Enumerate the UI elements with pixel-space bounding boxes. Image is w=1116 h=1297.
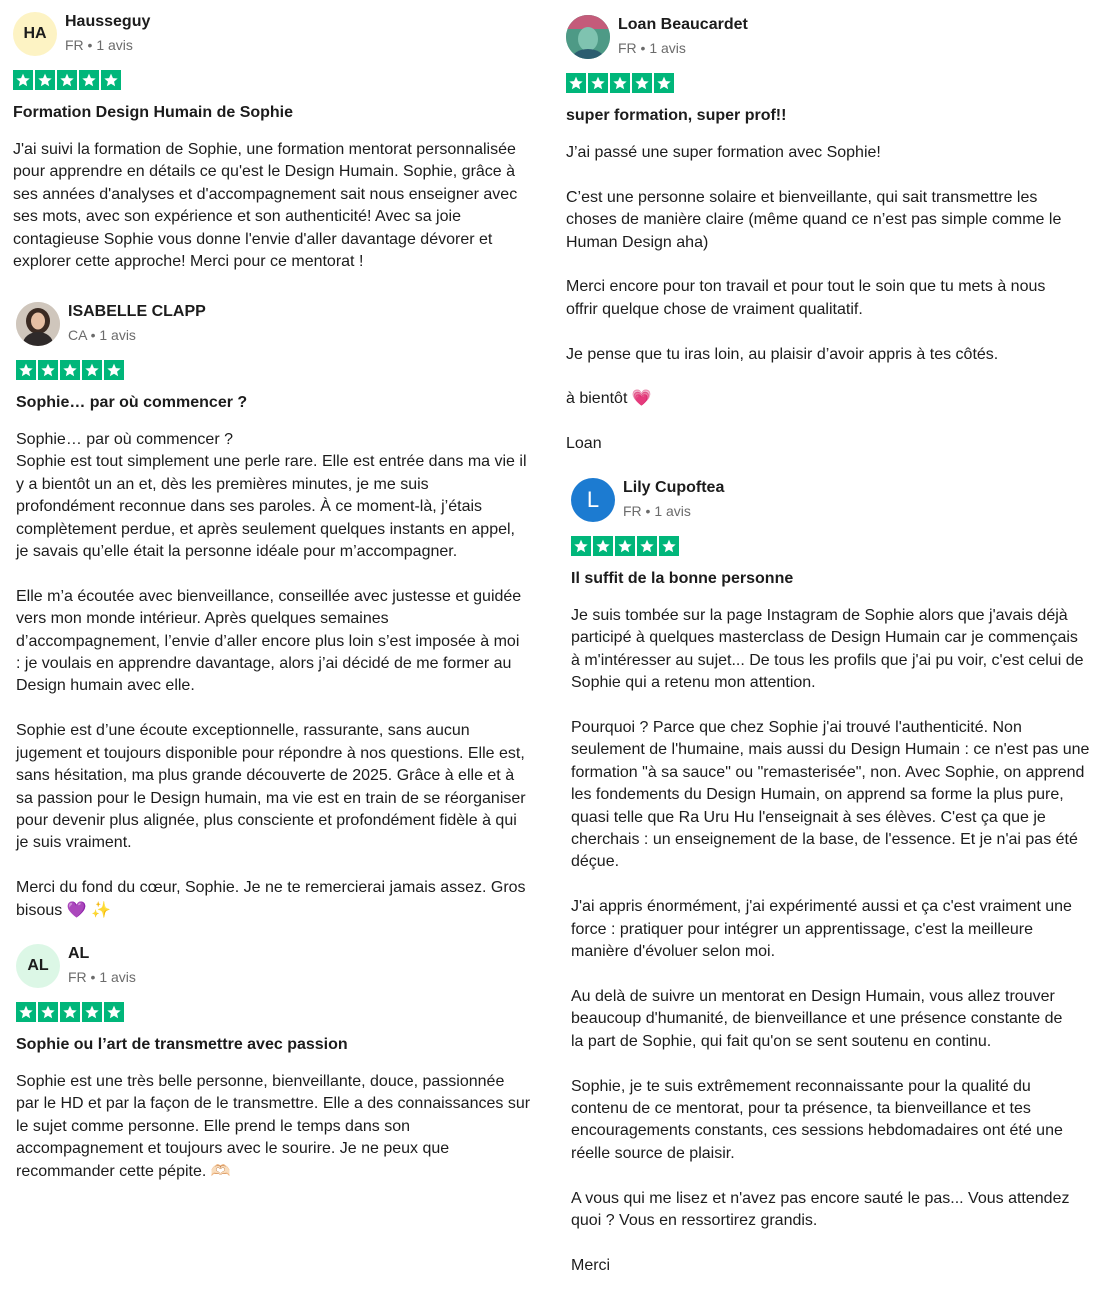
star-icon xyxy=(632,73,652,93)
star-icon xyxy=(571,536,591,556)
star-icon xyxy=(38,360,58,380)
avatar[interactable]: HA xyxy=(13,12,57,56)
star-icon xyxy=(16,1002,36,1022)
review-body: Je suis tombée sur la page Instagram de Sophie alors que j'avais déjà participé à quelques masterclass de Design Humain car je commençais à m'intéresser au sujet... De tous les profils que j'ai pu voir, c'est celui de Sophie qui a retenu mon attention. Pourquoi ? Parce que chez Sophie j'ai trouvé l'authenticité. Non seulement de l'humaine, mais aussi du Design Humain : ce n'est pas une formation "à sa sauce" ou "remasterisée", non. Avec Sophie, on apprend les fondements du Design Humain, on apprend sa forme la plus pure, quasi telle que Ra Uru Hu l'enseignait à ses élèves. C'est ça que je cherchais : un enseignement de la base, de l'essence. Et je n'ai pas été déçue. J'ai appris énormément, j'ai expérimenté aussi et ça c'est vraiment une force : pratiquer pour intégrer un apprentissage, c'est la meilleure manière d'évoluer selon moi. Au delà de suivre un mentorat en Design Humain, vous allez trouver beaucoup d'humanité, de bienveillance et une présence constante de la part de Sophie, qui fait qu'on se sent soutenu en continu. Sophie, je te suis extrêmement reconnaissante pour la qualité du contenu de ce mentorat, pour ta présence, ta bienveillance et tes encouragements constants, ces sessions hebdomadaires ont été une réelle source de plaisir. A vous qui me lisez et n'avez pas encore sauté le pas... Vous attendez quoi ? Vous en ressortirez grandis. Merci xyxy=(571,607,1090,1274)
reviewer-name[interactable]: AL xyxy=(68,945,90,962)
review-header xyxy=(16,944,551,996)
reviewer-meta: FR • 1 avis xyxy=(618,40,686,56)
star-icon xyxy=(60,360,80,380)
star-icon xyxy=(79,70,99,90)
star-icon xyxy=(101,70,121,90)
review-header xyxy=(16,302,551,354)
star-icon xyxy=(16,360,36,380)
star-icon xyxy=(82,1002,102,1022)
star-icon xyxy=(588,73,608,93)
user-photo xyxy=(566,15,610,59)
review-title[interactable]: Formation Design Humain de Sophie xyxy=(13,104,294,121)
review-title[interactable]: Sophie… par où commencer ? xyxy=(16,394,248,411)
star-icon xyxy=(610,73,630,93)
star-icon xyxy=(104,1002,124,1022)
review-card-al xyxy=(16,944,551,1183)
star-icon xyxy=(13,70,33,90)
star-icon xyxy=(38,1002,58,1022)
star-rating xyxy=(16,1002,551,1022)
review-title[interactable]: super formation, super prof!! xyxy=(566,107,787,124)
star-icon xyxy=(593,536,613,556)
reviewer-meta: FR • 1 avis xyxy=(623,503,691,519)
review-body: J’ai passé une super formation avec Sophie! C’est une personne solaire et bienveillante, qui sait transmettre les choses de manière claire (même quand ce n’est pas simple comme le Human Design aha) Merci encore pour ton travail et pour tout le soin que tu mets à nous offrir quelque chose de vraiment qualitatif. Je pense que tu iras loin, au plaisir d’avoir appris à tes côtés. à bientôt 💗 Loan xyxy=(566,144,1062,453)
star-icon xyxy=(615,536,635,556)
review-header xyxy=(566,15,1101,67)
star-rating xyxy=(571,536,1106,556)
star-icon xyxy=(659,536,679,556)
user-photo xyxy=(16,302,60,346)
reviewer-name[interactable]: ISABELLE CLAPP xyxy=(68,303,206,320)
reviewer-meta: FR • 1 avis xyxy=(68,969,136,985)
star-icon xyxy=(60,1002,80,1022)
reviewer-name[interactable]: Loan Beaucardet xyxy=(618,16,748,33)
review-body: Sophie est une très belle personne, bienveillante, douce, passionnée par le HD et par la façon de le transmettre. Elle a des connaissances sur le sujet comme personne. Elle prend le temps dans son accompagnement et toujours avec le sourire. Je ne peux que recommander cette pépite. 🫶🏻 xyxy=(16,1073,531,1180)
reviewer-name[interactable]: Lily Cupoftea xyxy=(623,479,725,496)
star-icon xyxy=(654,73,674,93)
star-icon xyxy=(104,360,124,380)
review-body: J'ai suivi la formation de Sophie, une formation mentorat personnalisée pour apprendre en détails ce qu'est le Design Humain. Sophie, grâce à ses années d'analyses et d'accompagnement sait nous enseigner avec ses mots, avec son expérience et son authenticité! Avec sa joie contagieuse Sophie vous donne l'envie d'aller davantage dévorer et explorer cette approche! Merci pour ce mentorat ! xyxy=(13,141,518,271)
star-rating xyxy=(566,73,1101,93)
review-card-isabelle-clapp xyxy=(16,302,551,922)
review-header xyxy=(13,12,548,64)
star-icon xyxy=(57,70,77,90)
star-rating xyxy=(13,70,548,90)
reviewer-name[interactable]: Hausseguy xyxy=(65,13,151,30)
star-rating xyxy=(16,360,551,380)
star-icon xyxy=(82,360,102,380)
review-title[interactable]: Il suffit de la bonne personne xyxy=(571,570,794,587)
reviewer-meta: CA • 1 avis xyxy=(68,327,136,343)
review-card-lily-cupoftea xyxy=(571,478,1106,1277)
review-card-hausseguy xyxy=(13,12,548,273)
avatar[interactable]: L xyxy=(571,478,615,522)
star-icon xyxy=(35,70,55,90)
avatar[interactable] xyxy=(16,302,60,346)
avatar[interactable] xyxy=(566,15,610,59)
review-title[interactable]: Sophie ou l’art de transmettre avec passion xyxy=(16,1036,348,1053)
avatar[interactable]: AL xyxy=(16,944,60,988)
star-icon xyxy=(566,73,586,93)
reviewer-meta: FR • 1 avis xyxy=(65,37,133,53)
review-card-loan-beaucardet xyxy=(566,15,1101,456)
review-body: Sophie… par où commencer ? Sophie est tout simplement une perle rare. Elle est entrée dans ma vie il y a bientôt un an et, dès les premières minutes, je me suis profondément reconnue dans ses paroles. À ce moment-là, j’étais complètement perdue, et après seulement quelques instants en appel, je savais qu’elle était la personne idéale pour m’accompagner. Elle m’a écoutée avec bienveillance, conseillée avec justesse et guidée vers mon monde intérieur. Après quelques semaines d’accompagnement, l’envie d’aller encore plus loin s’est imposée à moi : je voulais en apprendre davantage, alors j’ai décidé de me former au Design humain avec elle. Sophie est d’une écoute exceptionnelle, rassurante, sans aucun jugement et toujours disponible pour répondre à nos questions. Elle est, sans hésitation, ma plus grande découverte de 2025. Grâce à elle et à sa passion pour le Design humain, ma vie est en train de se réorganiser pour devenir plus alignée, plus consciente et profondément fidèle à qui je suis vraiment. Merci du fond du cœur, Sophie. Je ne te remercierai jamais assez. Gros bisous 💜 ✨ xyxy=(16,431,527,919)
review-header xyxy=(571,478,1106,530)
star-icon xyxy=(637,536,657,556)
